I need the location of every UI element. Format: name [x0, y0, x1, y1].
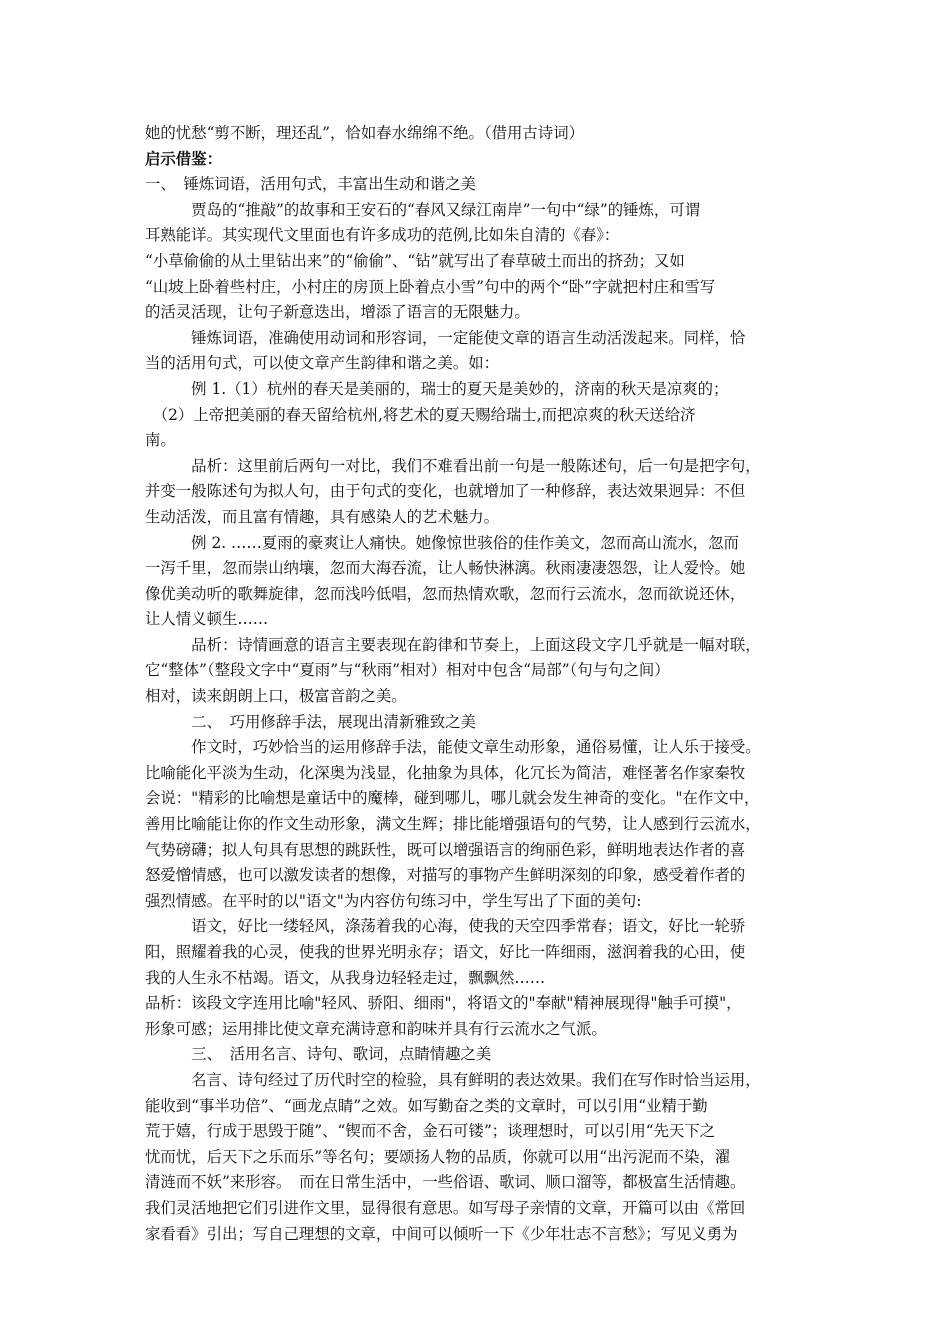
- body-line: 她的忧愁“剪不断，理还乱”，恰如春水绵绵不绝。（借用古诗词）: [145, 124, 584, 142]
- section-heading-1: 一、 锤炼词语，活用句式，丰富出生动和谐之美: [145, 175, 476, 194]
- analysis-line: 并变一般陈述句为拟人句，由于句式的变化，也就增加了一种修辞，表达效果迥异：不但: [145, 482, 746, 501]
- analysis-line: 形象可感；运用排比使文章充满诗意和韵味并具有行云流水之气派。: [145, 1019, 607, 1038]
- example-line: 南。: [145, 431, 176, 450]
- example-line: 像优美动听的歌舞旋律，忽而浅吟低唱，忽而热情欢歌，忽而行云流水，忽而欲说还休，: [145, 584, 746, 603]
- body-line: 我们灵活地把它们引进作文里，显得很有意思。如写母子亲情的文章，开篇可以由《常回: [145, 1198, 746, 1217]
- body-line: 会说："精彩的比喻想是童话中的魔棒，碰到哪儿，哪儿就会发生神奇的变化。"在作文中，: [145, 789, 760, 808]
- example-line: 我的人生永不枯竭。语文，从我身边轻轻走过，飘飘然……: [145, 968, 546, 987]
- example-line: 让人情义顿生……: [145, 610, 269, 629]
- body-line: “山坡上卧着些村庄，小村庄的房顶上卧着点小雪”句中的两个“卧”字就把村庄和雪写: [145, 277, 716, 296]
- body-line: 作文时，巧妙恰当的运用修辞手法，能使文章生动形象，通俗易懂，让人乐于接受。: [145, 738, 761, 757]
- body-line: 比喻能化平淡为生动，化深奥为浅显，化抽象为具体，化冗长为简洁，难怪著名作家秦牧: [145, 763, 746, 782]
- section-heading-3: 三、 活用名言、诗句、歌词，点睛情趣之美: [145, 1045, 492, 1064]
- body-line: 荒于嬉，行成于思毁于随”、“锲而不舍，金石可镂”；谈理想时，可以引用“先天下之: [145, 1122, 716, 1141]
- body-line: 家看看》引出；写自己理想的文章，中间可以倾听一下《少年壮志不言愁》；写见义勇为: [145, 1224, 738, 1243]
- body-line: 耳熟能详。其实现代文里面也有许多成功的范例,比如朱自清的《春》：: [145, 226, 620, 245]
- analysis-line: 它“整体”（整段文字中“夏雨”与“秋雨”相对）相对中包含“局部”（句与句之间）: [145, 661, 670, 680]
- body-line: 能收到“事半功倍”、“画龙点睛”之效。如写勤奋之类的文章时，可以引用“业精于勤: [145, 1096, 708, 1115]
- body-line: 强烈情感。在平时的以"语文"为内容仿句练习中，学生写出了下面的美句:: [145, 891, 642, 910]
- body-line: “小草偷偷的从土里钻出来”的“偷偷”、“钻”就写出了春草破土而出的挤劲；又如: [145, 251, 685, 270]
- section-heading-2: 二、 巧用修辞手法，展现出清新雅致之美: [145, 712, 476, 731]
- body-line: 的活灵活现，让句子新意迭出，增添了语言的无限魅力。: [145, 303, 530, 322]
- analysis-line: 品析：这里前后两句一对比，我们不难看出前一句是一般陈述句，后一句是把字句，: [145, 456, 761, 475]
- example-line: 例 2. ……夏雨的豪爽让人痛快。她像惊世骇俗的佳作美文，忽而高山流水，忽而: [145, 533, 739, 552]
- body-line: 气势磅礴；拟人句具有思想的跳跃性，既可以增强语言的绚丽色彩，鲜明地表达作者的喜: [145, 840, 746, 859]
- body-line: 忧而忧，后天下之乐而乐”等名句；要颂扬人物的品质，你就可以用“出污泥而不染，濯: [145, 1147, 731, 1166]
- body-line: 当的活用句式，可以使文章产生韵律和谐之美。如：: [145, 354, 499, 373]
- body-line: 善用比喻能让你的作文生动形象，满文生辉；排比能增强语句的气势，让人感到行云流水，: [145, 815, 761, 834]
- document-body: [145, 121, 817, 1247]
- section-heading-inspiration: 启示借鉴：: [145, 149, 222, 168]
- example-line: 阳，照耀着我的心灵，使我的世界光明永存；语文，好比一阵细雨，滋润着我的心田，使: [145, 943, 746, 961]
- analysis-line: 品析：诗情画意的语言主要表现在韵律和节奏上，上面这段文字几乎就是一幅对联，: [145, 635, 761, 654]
- analysis-line: 品析：该段文字连用比喻"轻风、骄阳、细雨"，将语文的"奉献"精神展现得"触手可摸"，: [145, 994, 742, 1013]
- body-line: 名言、诗句经过了历代时空的检验，具有鲜明的表达效果。我们在写作时恰当运用，: [145, 1070, 761, 1089]
- body-line: 怒爱憎情感，也可以激发读者的想像，对描写的事物产生鲜明深刻的印象，感受着作者的: [145, 866, 746, 885]
- analysis-line: 相对，读来朗朗上口，极富音韵之美。: [145, 687, 407, 706]
- analysis-line: 生动活泼，而且富有情趣，具有感染人的艺术魅力。: [145, 507, 499, 526]
- body-line: 贾岛的“推敲”的故事和王安石的“春风又绿江南岸”一句中“绿”的锤炼，可谓: [145, 200, 701, 219]
- body-line: 清涟而不妖”来形容。 而在日常生活中，一些俗语、歌词、顺口溜等，都极富生活情趣。: [145, 1173, 746, 1192]
- example-line: 语文，好比一缕轻风，涤荡着我的心海，使我的天空四季常春；语文，好比一轮骄: [145, 917, 746, 936]
- example-line: （2）上帝把美丽的春天留给杭州,将艺术的夏天赐给瑞士,而把凉爽的秋天送给济: [145, 405, 696, 424]
- body-line: 锤炼词语，准确使用动词和形容词，一定能使文章的语言生动活泼起来。同样，恰: [145, 328, 746, 347]
- example-line: 一泻千里，忽而崇山纳壤，忽而大海吞流，让人畅快淋漓。秋雨凄凄怨怨，让人爱怜。她: [145, 559, 746, 578]
- example-line: 例 1.（1）杭州的春天是美丽的，瑞士的夏天是美妙的，济南的秋天是凉爽的；: [145, 379, 729, 398]
